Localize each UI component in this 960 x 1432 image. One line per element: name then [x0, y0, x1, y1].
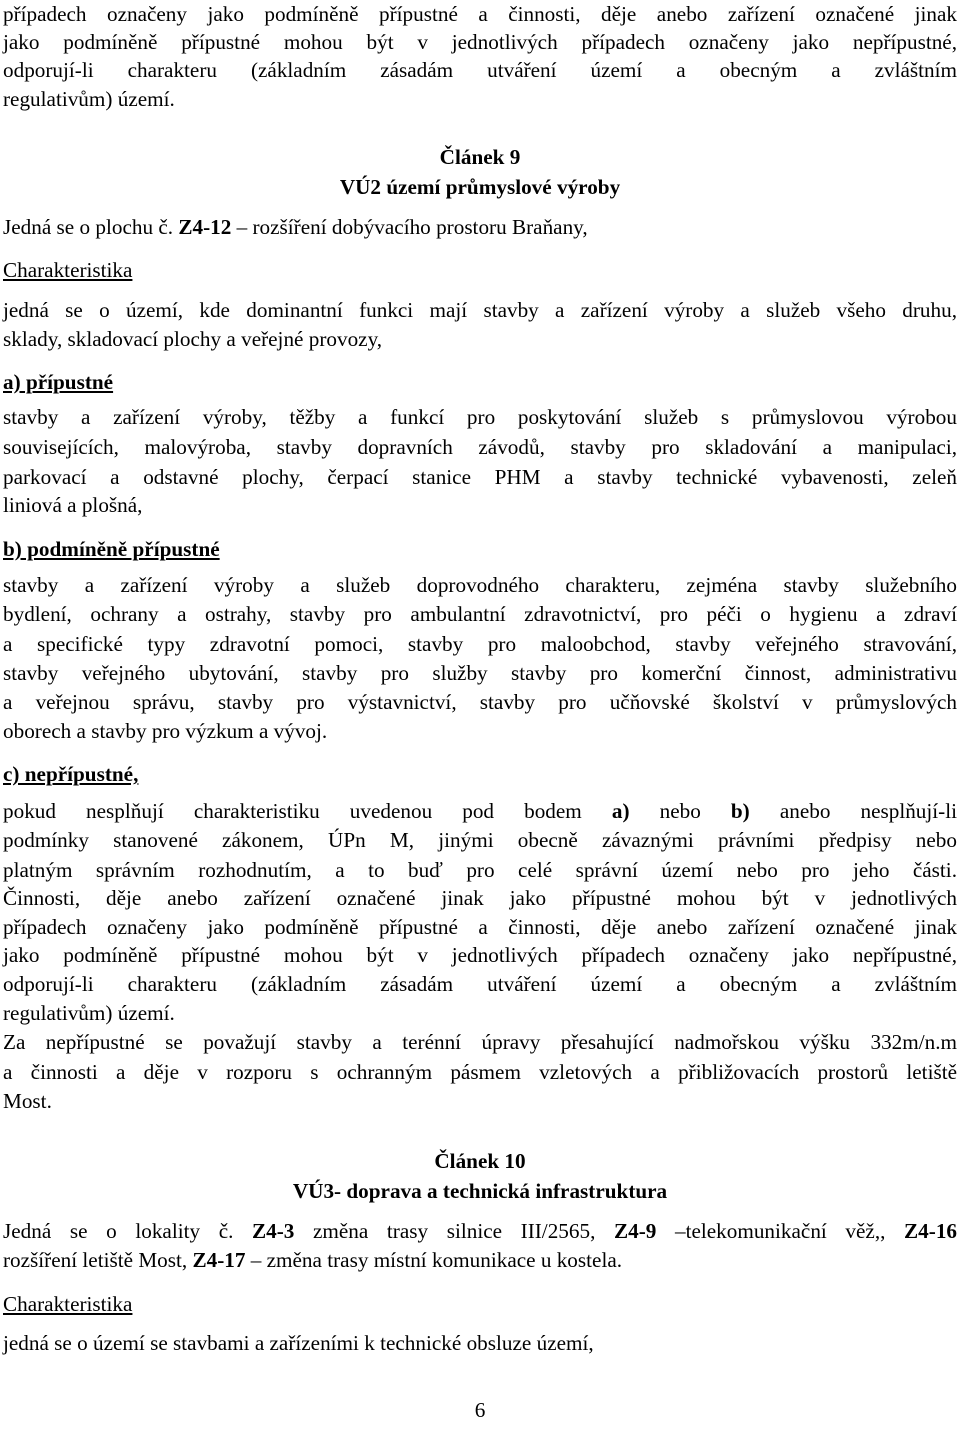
plot-prefix: Jedná se o plochu č.	[3, 215, 179, 239]
body-text-line: Za nepřípustné se považují stavby a terénní úpravy přesahující nadmořskou výšku 332m/n.m	[3, 1030, 957, 1054]
locality-code: Z4-3	[252, 1219, 295, 1243]
locality-code: Z4-17	[192, 1248, 246, 1272]
text-segment: –telekomunikační věž,,	[656, 1219, 905, 1243]
text-segment: rozšíření letiště Most,	[3, 1248, 193, 1272]
article-subheading: VÚ2 území průmyslové výroby	[339, 175, 621, 199]
ref-a: a)	[611, 799, 630, 823]
body-text-line: jako podmíněně přípustné mohou být v jednotlivých případech označeny jako nepřípustné,	[3, 30, 957, 54]
ref-b: b)	[730, 799, 750, 823]
text-segment: nebo	[629, 799, 731, 823]
article-subheading: VÚ3- doprava a technická infrastruktura	[292, 1179, 668, 1203]
body-text-line: jedná se o území se stavbami a zařízeními k technické obsluze území,	[3, 1331, 594, 1355]
locality-line	[3, 1246, 957, 1274]
body-text-line: platným správním rozhodnutím, a to buď pro celé správní území nebo pro jeho části.	[3, 858, 957, 882]
body-text-line: stavby veřejného ubytování, stavby pro služby stavby pro komerční činnost, administrativu	[3, 661, 957, 685]
page-number: 6	[474, 1398, 486, 1422]
body-text-line: oborech a stavby pro výzkum a vývoj.	[3, 719, 328, 743]
permitted-label: a) přípustné	[3, 370, 114, 394]
conditional-label: b) podmíněně přípustné	[3, 537, 220, 561]
text-segment: změna trasy silnice III/2565,	[294, 1219, 614, 1243]
plot-description: – rozšíření dobývacího prostoru Braňany,	[231, 215, 588, 239]
plot-line	[3, 213, 957, 241]
body-text-line: a specifické typy zdravotní pomoci, stavby pro maloobchod, stavby veřejného stravování,	[3, 632, 957, 656]
body-text-line: souvisejících, malovýroba, stavby dopravních závodů, stavby pro skladování a manipulaci,	[3, 435, 957, 459]
body-text-line: odporují-li charakteru (základním zásadám utváření území a obecným a zvláštním	[3, 972, 957, 996]
body-text-line: liniová a plošná,	[3, 493, 143, 517]
body-text-line: Činnosti, děje anebo zařízení označené jinak jako přípustné mohou být v jednotlivých	[3, 886, 957, 910]
text-segment: anebo nesplňují-li	[749, 799, 958, 823]
plot-code: Z4-12	[178, 215, 232, 239]
locality-code: Z4-16	[904, 1219, 957, 1243]
body-text-line: podmínky stanovené zákonem, ÚPn M, jinými obecně závaznými právními předpisy nebo	[3, 828, 957, 852]
body-text-line: a veřejnou správu, stavby pro výstavnictví, stavby pro učňovské školství v průmyslových	[3, 690, 957, 714]
body-text-line: bydlení, ochrany a ostrahy, stavby pro ambulantní zdravotnictví, pro péči o hygienu a zdraví	[3, 602, 957, 626]
body-text-line: Most.	[3, 1089, 52, 1113]
locality-code: Z4-9	[614, 1219, 657, 1243]
text-segment: pokud nesplňují charakteristiku uvedenou pod bodem	[3, 799, 612, 823]
locality-line	[3, 1217, 957, 1245]
body-text-line: a činnosti a děje v rozporu s ochranným pásmem vzletových a přibližovacích prostorů letiště	[3, 1060, 957, 1084]
body-text-line: jako podmíněně přípustné mohou být v jednotlivých případech označeny jako nepřípustné,	[3, 943, 957, 967]
article-heading: Článek 9	[439, 145, 521, 169]
body-text-line: jedná se o území, kde dominantní funkci mají stavby a zařízení výroby a služeb všeho druhu,	[3, 298, 957, 322]
characteristics-label: Charakteristika	[3, 258, 133, 282]
prohibited-label: c) nepřípustné,	[3, 762, 139, 786]
text-segment: Jedná se o lokality č.	[3, 1219, 253, 1243]
body-text-line: sklady, skladovací plochy a veřejné provozy,	[3, 327, 383, 351]
body-text-line	[3, 797, 957, 825]
body-text-line: regulativům) území.	[3, 1001, 175, 1025]
body-text-line: případech označeny jako podmíněně přípustné a činnosti, děje anebo zařízení označené jinak	[3, 2, 957, 26]
characteristics-label: Charakteristika	[3, 1292, 133, 1316]
body-text-line: parkovací a odstavné plochy, čerpací stanice PHM a stavby technické vybavenosti, zeleň	[3, 465, 957, 489]
article-heading: Článek 10	[434, 1149, 526, 1173]
body-text-line: regulativům) území.	[3, 87, 175, 111]
body-text-line: stavby a zařízení výroby, těžby a funkcí pro poskytování služeb s průmyslovou výrobou	[3, 405, 957, 429]
body-text-line: stavby a zařízení výroby a služeb doprovodného charakteru, zejména stavby služebního	[3, 573, 957, 597]
body-text-line: případech označeny jako podmíněně přípustné a činnosti, děje anebo zařízení označené jinak	[3, 915, 957, 939]
body-text-line: odporují-li charakteru (základním zásadám utváření území a obecným a zvláštním	[3, 58, 957, 82]
text-segment: – změna trasy místní komunikace u kostela.	[245, 1248, 623, 1272]
